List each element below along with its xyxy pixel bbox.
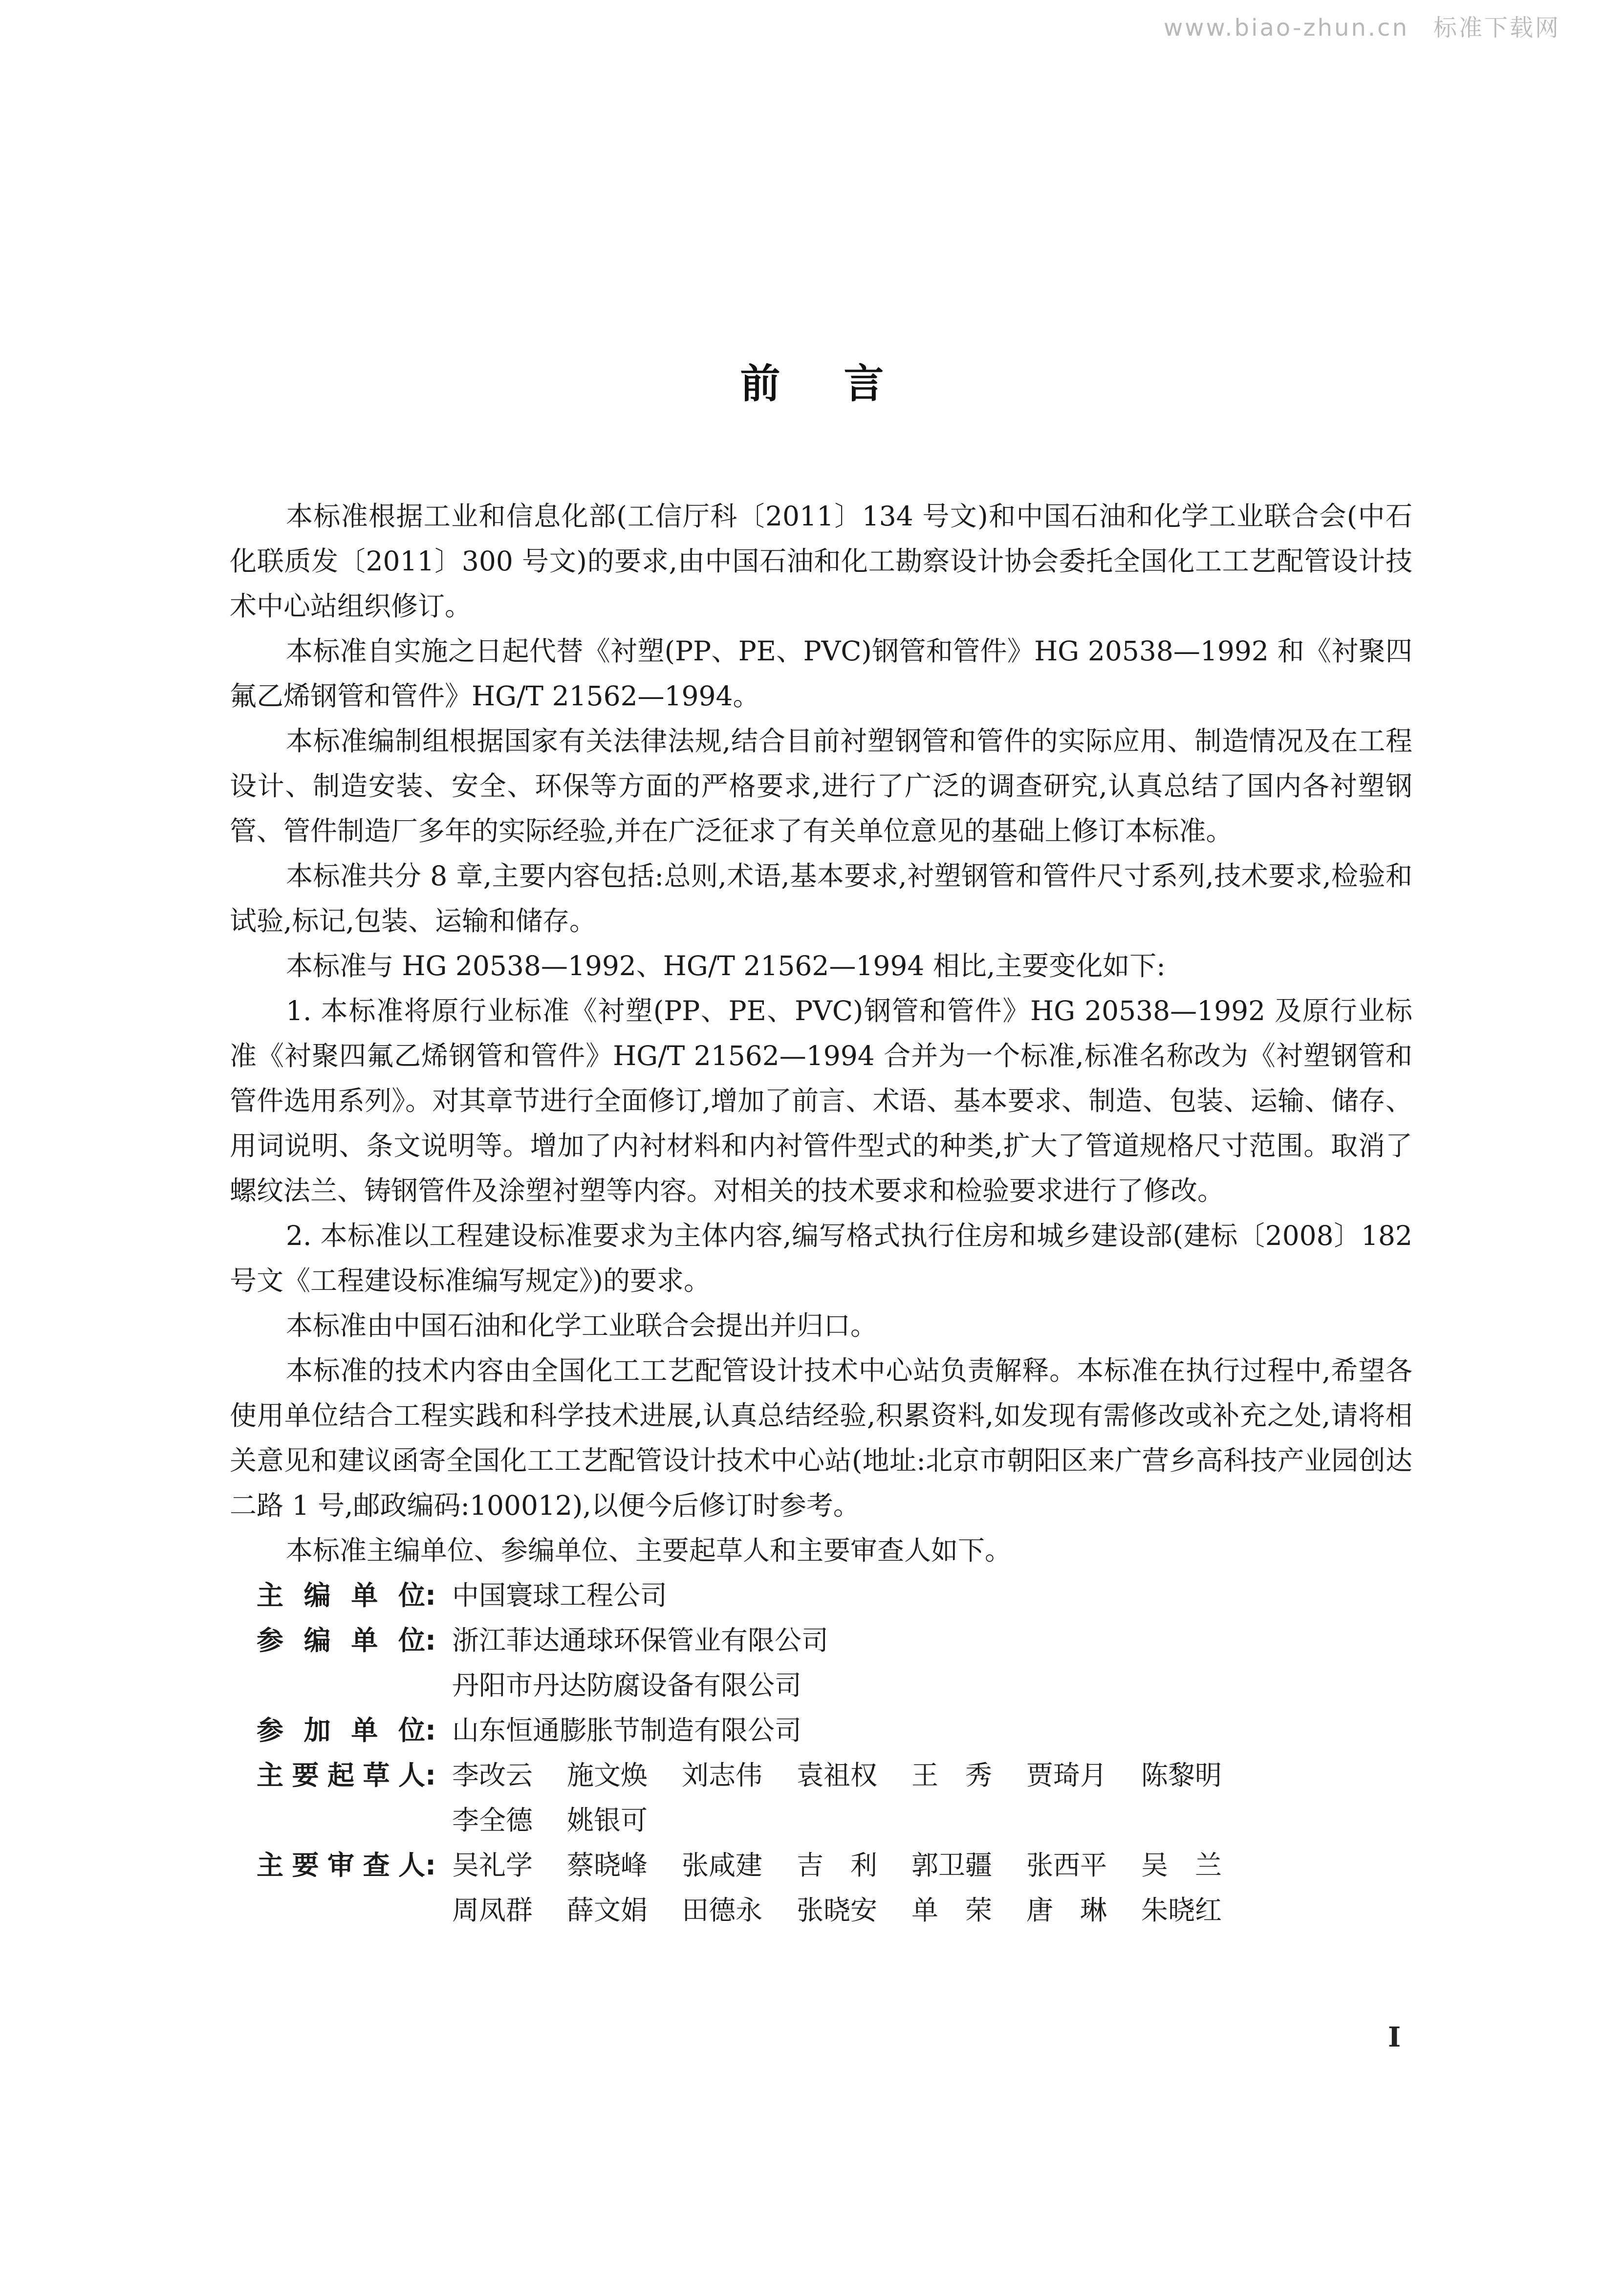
roster-colon: : <box>425 1760 436 1791</box>
paragraph: 本标准由中国石油和化学工业联合会提出并归口。 <box>286 1310 878 1341</box>
person-name: 吉 利 <box>797 1850 878 1881</box>
roster-colon: : <box>425 1850 436 1881</box>
roster-label: 主要审查人 <box>257 1850 425 1881</box>
roster-colon: : <box>425 1715 436 1746</box>
person-name: 李全德 <box>452 1805 533 1836</box>
roster-colon: : <box>425 1625 436 1656</box>
roster-label: 主编单位 <box>257 1580 425 1611</box>
person-name: 张西平 <box>1026 1850 1107 1881</box>
unit-name: 浙江菲达通球环保管业有限公司 <box>452 1625 829 1656</box>
person-name: 蔡晓峰 <box>567 1850 648 1881</box>
paragraph: 本标准编制组根据国家有关法律法规,结合目前衬塑钢管和管件的实际应用、制造情况及在工程设计、制造安装、安全、环保等方面的严格要求,进行了广泛的调查研究,认真总结了国内各衬塑钢管、管件制造厂多年的实际经验,并在广泛征求了有关单位意见的基础上修订本标准。 <box>230 725 1412 847</box>
roster-label: 主要起草人 <box>257 1760 425 1791</box>
paragraph: 2. 本标准以工程建设标准要求为主体内容,编写格式执行住房和城乡建设部(建标〔2008〕182 号文《工程建设标准编写规定》)的要求。 <box>230 1220 1412 1296</box>
roster-reviewers <box>230 1843 1412 1933</box>
roster-drafters <box>230 1753 1412 1843</box>
person-name: 张咸建 <box>682 1850 763 1881</box>
person-name: 李改云 <box>452 1760 533 1791</box>
roster-label: 参编单位 <box>257 1625 425 1656</box>
person-name: 周凤群 <box>452 1895 533 1926</box>
page-title: 前言 <box>740 361 948 407</box>
watermark <box>1164 9 1560 43</box>
watermark-url: www.biao-zhun.cn <box>1164 14 1409 42</box>
person-name: 袁祖权 <box>797 1760 878 1791</box>
paragraph: 本标准自实施之日起代替《衬塑(PP、PE、PVC)钢管和管件》HG 20538—1992 和《衬聚四氟乙烯钢管和管件》HG/T 21562—1994。 <box>230 635 1412 712</box>
roster-colon: : <box>425 1580 436 1611</box>
drafter-names <box>452 1753 1412 1843</box>
roster-values <box>452 1618 1412 1708</box>
preface-body <box>230 494 1412 1933</box>
paragraph: 本标准根据工业和信息化部(工信厅科〔2011〕134 号文)和中国石油和化学工业联合会(中石化联质发〔2011〕300 号文)的要求,由中国石油和化工勘察设计协会委托全国化工工艺配管设计技术中心站组织修订。 <box>230 501 1412 622</box>
person-name: 王 秀 <box>911 1760 993 1791</box>
person-name: 田德永 <box>682 1895 763 1926</box>
roster <box>230 1573 1412 1933</box>
paragraph: 本标准主编单位、参编单位、主要起草人和主要审查人如下。 <box>286 1535 1012 1566</box>
person-name: 姚银可 <box>567 1805 648 1836</box>
unit-name: 中国寰球工程公司 <box>452 1580 668 1611</box>
person-name: 朱晓红 <box>1141 1895 1222 1926</box>
unit-name: 山东恒通膨胀节制造有限公司 <box>452 1715 802 1746</box>
page-number: I <box>1388 2021 1401 2053</box>
person-name: 吴礼学 <box>452 1850 533 1881</box>
watermark-site: 标准下载网 <box>1433 14 1560 42</box>
roster-label: 参加单位 <box>257 1715 425 1746</box>
person-name: 薛文娟 <box>567 1895 648 1926</box>
roster-chief-unit <box>230 1573 1412 1618</box>
person-name: 吴 兰 <box>1141 1850 1222 1881</box>
paragraph: 本标准的技术内容由全国化工工艺配管设计技术中心站负责解释。本标准在执行过程中,希望各使用单位结合工程实践和科学技术进展,认真总结经验,积累资料,如发现有需修改或补充之处,请将相关意见和建议函寄全国化工工艺配管设计技术中心站(地址:北京市朝阳区来广营乡高科技产业园创达二路 1 号,邮政编码:100012),以便今后修订时参考。 <box>230 1355 1412 1521</box>
paragraph: 1. 本标准将原行业标准《衬塑(PP、PE、PVC)钢管和管件》HG 20538—1992 及原行业标准《衬聚四氟乙烯钢管和管件》HG/T 21562—1994 合并为一个标准,标准名称改为《衬塑钢管和管件选用系列》。对其章节进行全面修订,增加了前言、术语、基本要求、制造、包装、运输、储存、用词说明、条文说明等。增加了内衬材料和内衬管件型式的种类,扩大了管道规格尺寸范围。取消了螺纹法兰、铸钢管件及涂塑衬塑等内容。对相关的技术要求和检验要求进行了修改。 <box>230 995 1412 1206</box>
person-name: 陈黎明 <box>1141 1760 1222 1791</box>
paragraph: 本标准共分 8 章,主要内容包括:总则,术语,基本要求,衬塑钢管和管件尺寸系列,技术要求,检验和试验,标记,包装、运输和储存。 <box>230 860 1412 937</box>
reviewer-names <box>452 1843 1412 1933</box>
person-name: 施文焕 <box>567 1760 648 1791</box>
unit-name: 丹阳市丹达防腐设备有限公司 <box>452 1670 802 1701</box>
roster-values <box>452 1573 1412 1618</box>
roster-participating-units <box>230 1618 1412 1708</box>
person-name: 张晓安 <box>797 1895 878 1926</box>
person-name: 刘志伟 <box>682 1760 763 1791</box>
roster-joined-units <box>230 1708 1412 1753</box>
person-name: 贾琦月 <box>1026 1760 1107 1791</box>
paragraph: 本标准与 HG 20538—1992、HG/T 21562—1994 相比,主要变化如下: <box>286 950 1166 981</box>
person-name: 唐 琳 <box>1026 1895 1107 1926</box>
person-name: 郭卫疆 <box>911 1850 993 1881</box>
person-name: 单 荣 <box>911 1895 993 1926</box>
roster-values <box>452 1708 1412 1753</box>
